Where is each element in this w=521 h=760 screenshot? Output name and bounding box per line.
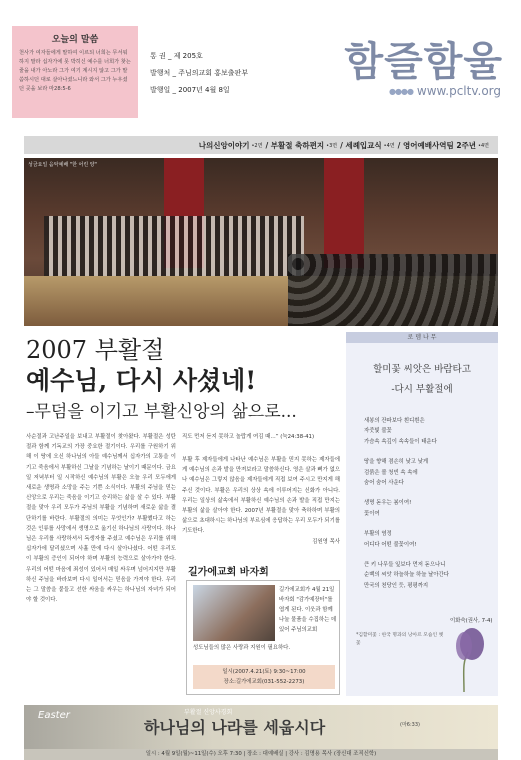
dots-icon: ●●●● (389, 86, 413, 96)
poem-title (346, 360, 498, 400)
audience-figures (288, 254, 498, 326)
choir-figures (44, 216, 304, 276)
banner-easter: Easter (38, 710, 70, 721)
issue-date: 발행일 _ 2007년 4월 8일 (150, 86, 230, 94)
headline-sub: –무덤을 이기고 부활신앙의 삶으로... (26, 402, 297, 422)
verse-text (19, 49, 131, 94)
banner-info: 일시 : 4월 9일(월)~11일(수) 오후 7:30 | 장소 : 대예배실 | 강사 : 김명용 목사 (장신대 조직신학) (24, 749, 498, 760)
toc-item-label[interactable]: / 영어예배사역팀 2주년 (397, 140, 477, 150)
poem-stanza (364, 529, 490, 550)
banner-slogan: 하나님의 나라를 세웁시다 (144, 718, 326, 737)
banner-subtitle: 부활절 신앙사경회 (184, 709, 233, 716)
toc-item-page: •4면 (478, 142, 489, 149)
article-column-1: 사순절과 고난주일을 보내고 부활절이 찾아왔다. 부활절은 성탄절과 함께 기독교의 가장 중요한 절기이다. 우리를 구원하기 위해 이 땅에 오신 하나님의 아들 예수님께서 십자가의 고통을 이기고 죽음에서 부활하신 그날을 기념하는 날이기 때문이다. 금요일 저녁부터 일 시작하신 예수님의 부활은 오늘 우리 모두에게 새로운 생명과 소망을 주는 기쁜 소식이다. 부활의 주님을 믿는 신앙으로 우리는 죽음을 이기고 승리하는 삶을 살 수 있다. 부활절을 맞아 우리 모두가 주님의 부활을 기념하며 새로운 삶을 결단하기를 바란다. 부활절의 의미는 무엇인가? 부활했다고 하는 것은 인류를 사망에서 생명으로 옮기신 하나님의 사랑이다. 하나님은 우리를 사랑하셔서 독생자를 주셨고 예수님은 우리를 위해 십자가에 달리셨으며 사흘 만에 다시 살아나셨다. 어떤 우리도 이 부활의 증인이 되어야 하며 부활의 능력으로 살아가야 한다. 우리의 어떤 마음에 죄성이 있어서 매일 싸우며 넘어지지만 부활하신 주님을 바라보며 다시 일어서는 믿음을 가져야 한다. 우리는 그 말씀을 붙들고 선한 싸움을 싸우는 하나님의 자녀가 되어야 할 것이다. (26, 434, 176, 604)
toc-item-label[interactable]: 나의신앙이야기 (198, 140, 250, 150)
poem-line: 검붉은 볼 청빈 속 속에 (364, 469, 418, 476)
today-verse-box (12, 26, 138, 118)
article-signature: 김원영 목사 (312, 538, 340, 545)
bazaar-box (186, 580, 340, 695)
site-url-text: www.pcltv.org (416, 84, 501, 98)
issue-publisher: 발행처 _ 주님의교회 홍보출판부 (150, 69, 249, 77)
poem-author: 이화숙(권사, 7-4) (450, 618, 493, 624)
poem-line: 새봉의 잔파보다 흰디흰은 (364, 418, 425, 424)
poem-line: 자줏빛 불꽃 (364, 428, 392, 435)
toc-item-page: •3면 (326, 142, 338, 149)
banner-ref: (마6:33) (400, 722, 420, 728)
poem-stanza (364, 416, 490, 447)
article-column-2 (182, 455, 340, 547)
bazaar-text: 길가에교회가 4월 21일 바자회 "감가예장터"를 엽게 된다. 이웃과 함께 나눌 물품을 수집하는 데 있어 주님의교회 (279, 587, 337, 633)
poem-stanza (364, 560, 490, 591)
toc-item-page: •2면 (251, 142, 263, 149)
poem-line: 가슴속 속깊이 속속들이 태운다 (364, 438, 437, 445)
table-of-contents (24, 136, 498, 154)
poem-line: 땅을 향해 겸손히 낮고 낮게 (364, 459, 429, 466)
bazaar-title: 길가에교회 바자회 (188, 567, 269, 578)
poem-sidebar (346, 332, 498, 696)
toc-item-label[interactable]: / 부활절 축하편지 (265, 140, 325, 150)
poem-line: 어디다 어떤 불꽃이여! (364, 541, 417, 548)
poem-line: 생명 돋우는 봄이여! (364, 500, 412, 507)
verse-body: 천사가 여자들에게 말하여 이르되 너희는 무서워하지 말라 십자가에 못 박히신 예수를 너희가 찾는 줄을 내가 아노라 그가 여기 계시지 않고 그가 말씀하시던 대로 살아나셨느니라 와서 그가 누우셨던 곳을 보라 (19, 50, 131, 92)
poem-line: 순백의 씨앗 하늘하늘 하늘 날아간다 (364, 572, 449, 579)
pasque-flower-icon (434, 618, 492, 692)
issue-info (150, 48, 248, 99)
photo-caption: 성금요일 음악예배 "한 어린 양" (28, 162, 97, 168)
poem-body (364, 416, 490, 601)
poem-line: 큰 키 나무들 잎보다 먼저 돋으나니 (364, 562, 446, 569)
verse-title: 오늘의 말씀 (51, 35, 99, 45)
curtain-right (324, 158, 364, 268)
poem-stanza (364, 457, 490, 488)
headline-year: 2007 부활절 (26, 336, 165, 364)
site-url[interactable] (389, 84, 501, 98)
poem-line: 만국의 천당인 듯, 평평까지 (364, 582, 429, 589)
bazaar-text-2: 성도님들의 많은 사랑과 지원이 필요하다. (193, 645, 291, 651)
choir-concert-photo (24, 158, 498, 326)
headline-main: 예수님, 다시 사셨네! (26, 366, 257, 395)
issue-number: 통 권 _ 제 205호 (150, 52, 203, 60)
toc-item-page: •4면 (383, 142, 395, 149)
bazaar-place: 장소:길가에교회(031-552-2273) (223, 679, 305, 685)
poem-title-line-2: -다시 부활절에 (391, 384, 453, 395)
article-text: 부활 후 제자들에게 나타난 예수님은 부활을 믿지 못하는 제자들에게 예수님의 손과 발을 만져보라고 말씀하신다. 영은 살과 뼈가 없으나 예수님은 그렇지 않음을 제자들에게 직접 보여 주시고 만지게 해주신 것이다. 부활은 우리의 상상 속에 이루어지는 신화가 아니다. 우리는 일상의 삶속에서 부활하신 예수님의 손과 발을 직접 만지는 부활의 삶을 살아야 한다. 2007년 부활절을 맞아 축하하며 부활의 삶으로 초대하시는 하나님의 부르심에 응답하는 우리 모두가 되기를 기도한다. (182, 457, 340, 535)
poem-section-label: 로 뎀 나 무 (346, 332, 498, 343)
bazaar-date: 일시(2007.4.21(토) 9:30~17:00 (222, 669, 306, 675)
bazaar-photo (193, 585, 275, 641)
poem-line: 숨어 숨어 사운다 (364, 480, 404, 487)
bazaar-info (193, 665, 335, 689)
verse-ref: 마28:5-6 (49, 86, 71, 92)
article-column-2-top: 직도 먼저 듣지 못하고 놀랍게 여김 때…” (눅24:38-41) (182, 434, 315, 440)
masthead-title: 함즐함울 (344, 39, 503, 85)
poem-note: *김할미꽃 : 한국 명과의 낭아르 모습인 옛꽃 (356, 633, 444, 646)
poem-title-line-1: 할미꽃 씨앗은 바람타고 (373, 364, 471, 375)
toc-item-label[interactable]: / 세례입교식 (340, 140, 382, 150)
poem-stanza (364, 498, 490, 519)
revival-banner (24, 705, 498, 749)
poem-line: 부활의 염정 (364, 531, 392, 538)
poem-line: 꽃이여 (364, 510, 380, 517)
